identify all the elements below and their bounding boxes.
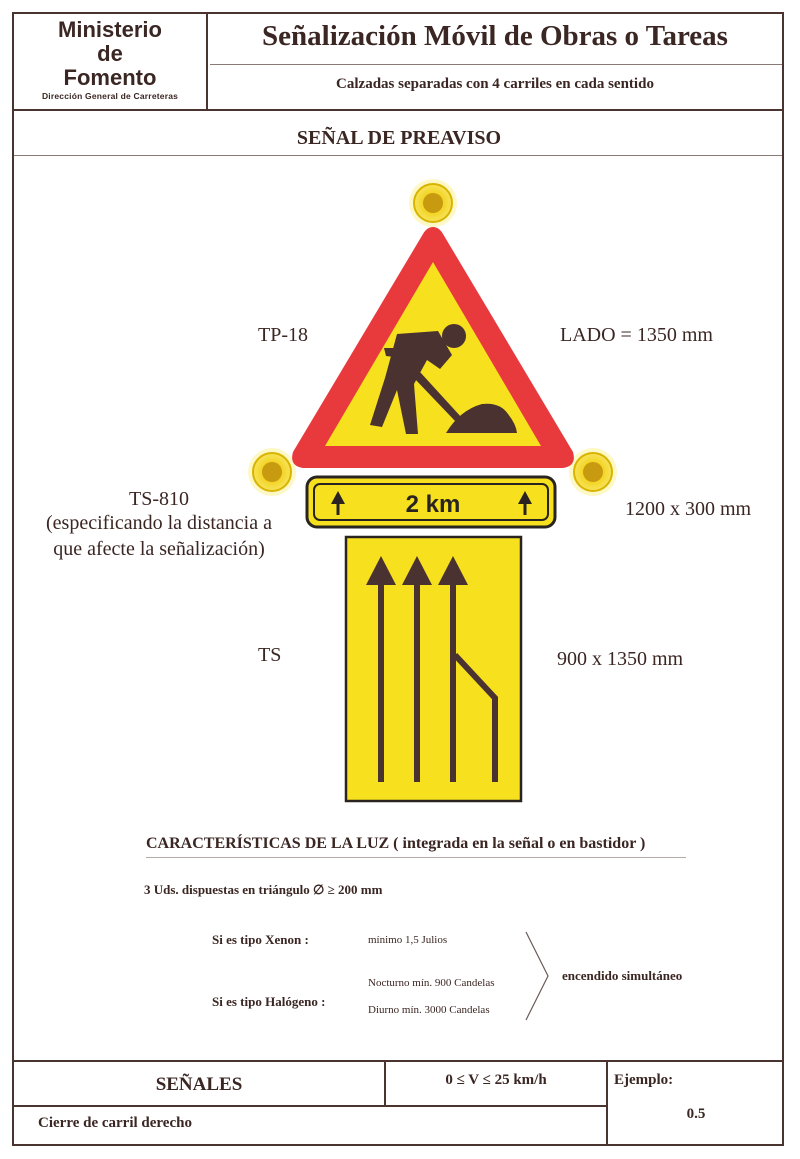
halogen-day: Diurno mín. 3000 Candelas xyxy=(368,1004,490,1016)
ts810-size: 1200 x 300 mm xyxy=(625,498,752,520)
lamp-top xyxy=(409,179,457,227)
footer-example-label: Ejemplo: xyxy=(614,1072,674,1088)
tp18-triangle-sign xyxy=(292,227,574,468)
grouping-bracket xyxy=(520,930,560,1022)
light-title-underline xyxy=(146,857,686,858)
ts-lane-closure-panel xyxy=(346,537,521,801)
footer-example-value: 0.5 xyxy=(686,1106,706,1122)
ts810-distance-panel xyxy=(307,477,555,527)
ts810-code: TS-810 xyxy=(129,488,189,510)
footer-description: Cierre de carril derecho xyxy=(38,1115,192,1131)
lamp-right xyxy=(569,448,617,496)
ts-code: TS xyxy=(258,644,282,666)
ts-size: 900 x 1350 mm xyxy=(557,648,684,670)
halogen-night: Nocturno mín. 900 Candelas xyxy=(368,977,495,989)
logo-line-3: Fomento xyxy=(63,65,157,90)
xenon-value: mínimo 1,5 Julios xyxy=(368,934,448,946)
ts810-note-2: que afecte la señalización) xyxy=(53,538,265,560)
footer-divider-2 xyxy=(606,1060,608,1146)
light-units: 3 Uds. dispuestas en triángulo ∅ ≥ 200 mm xyxy=(144,882,383,897)
page-title: Señalización Móvil de Obras o Tareas xyxy=(262,20,728,52)
tp18-size: LADO = 1350 mm xyxy=(560,324,713,346)
page-subtitle: Calzadas separadas con 4 carriles en cada sentido xyxy=(336,76,654,92)
xenon-label: Si es tipo Xenon : xyxy=(212,932,309,947)
logo-line-4: Dirección General de Carreteras xyxy=(41,91,179,101)
footer-mid-line xyxy=(12,1105,608,1107)
tp18-code: TP-18 xyxy=(258,324,308,346)
logo-line-1: Ministerio xyxy=(58,17,162,42)
footer-category: SEÑALES xyxy=(155,1074,243,1095)
halogen-label: Si es tipo Halógeno : xyxy=(212,994,326,1009)
ts810-note-1: (especificando la distancia a xyxy=(46,512,272,534)
ignition-note: encendido simultáneo xyxy=(562,968,683,983)
section-title: SEÑAL DE PREAVISO xyxy=(296,127,502,149)
light-characteristics-title: CARACTERÍSTICAS DE LA LUZ ( integrada en la señal o en bastidor ) xyxy=(146,835,646,852)
footer-speed-range: 0 ≤ V ≤ 25 km/h xyxy=(445,1072,547,1088)
footer-top-line xyxy=(12,1060,784,1062)
logo-line-2: de xyxy=(97,41,123,66)
distance-panel-text: 2 km xyxy=(405,491,461,518)
